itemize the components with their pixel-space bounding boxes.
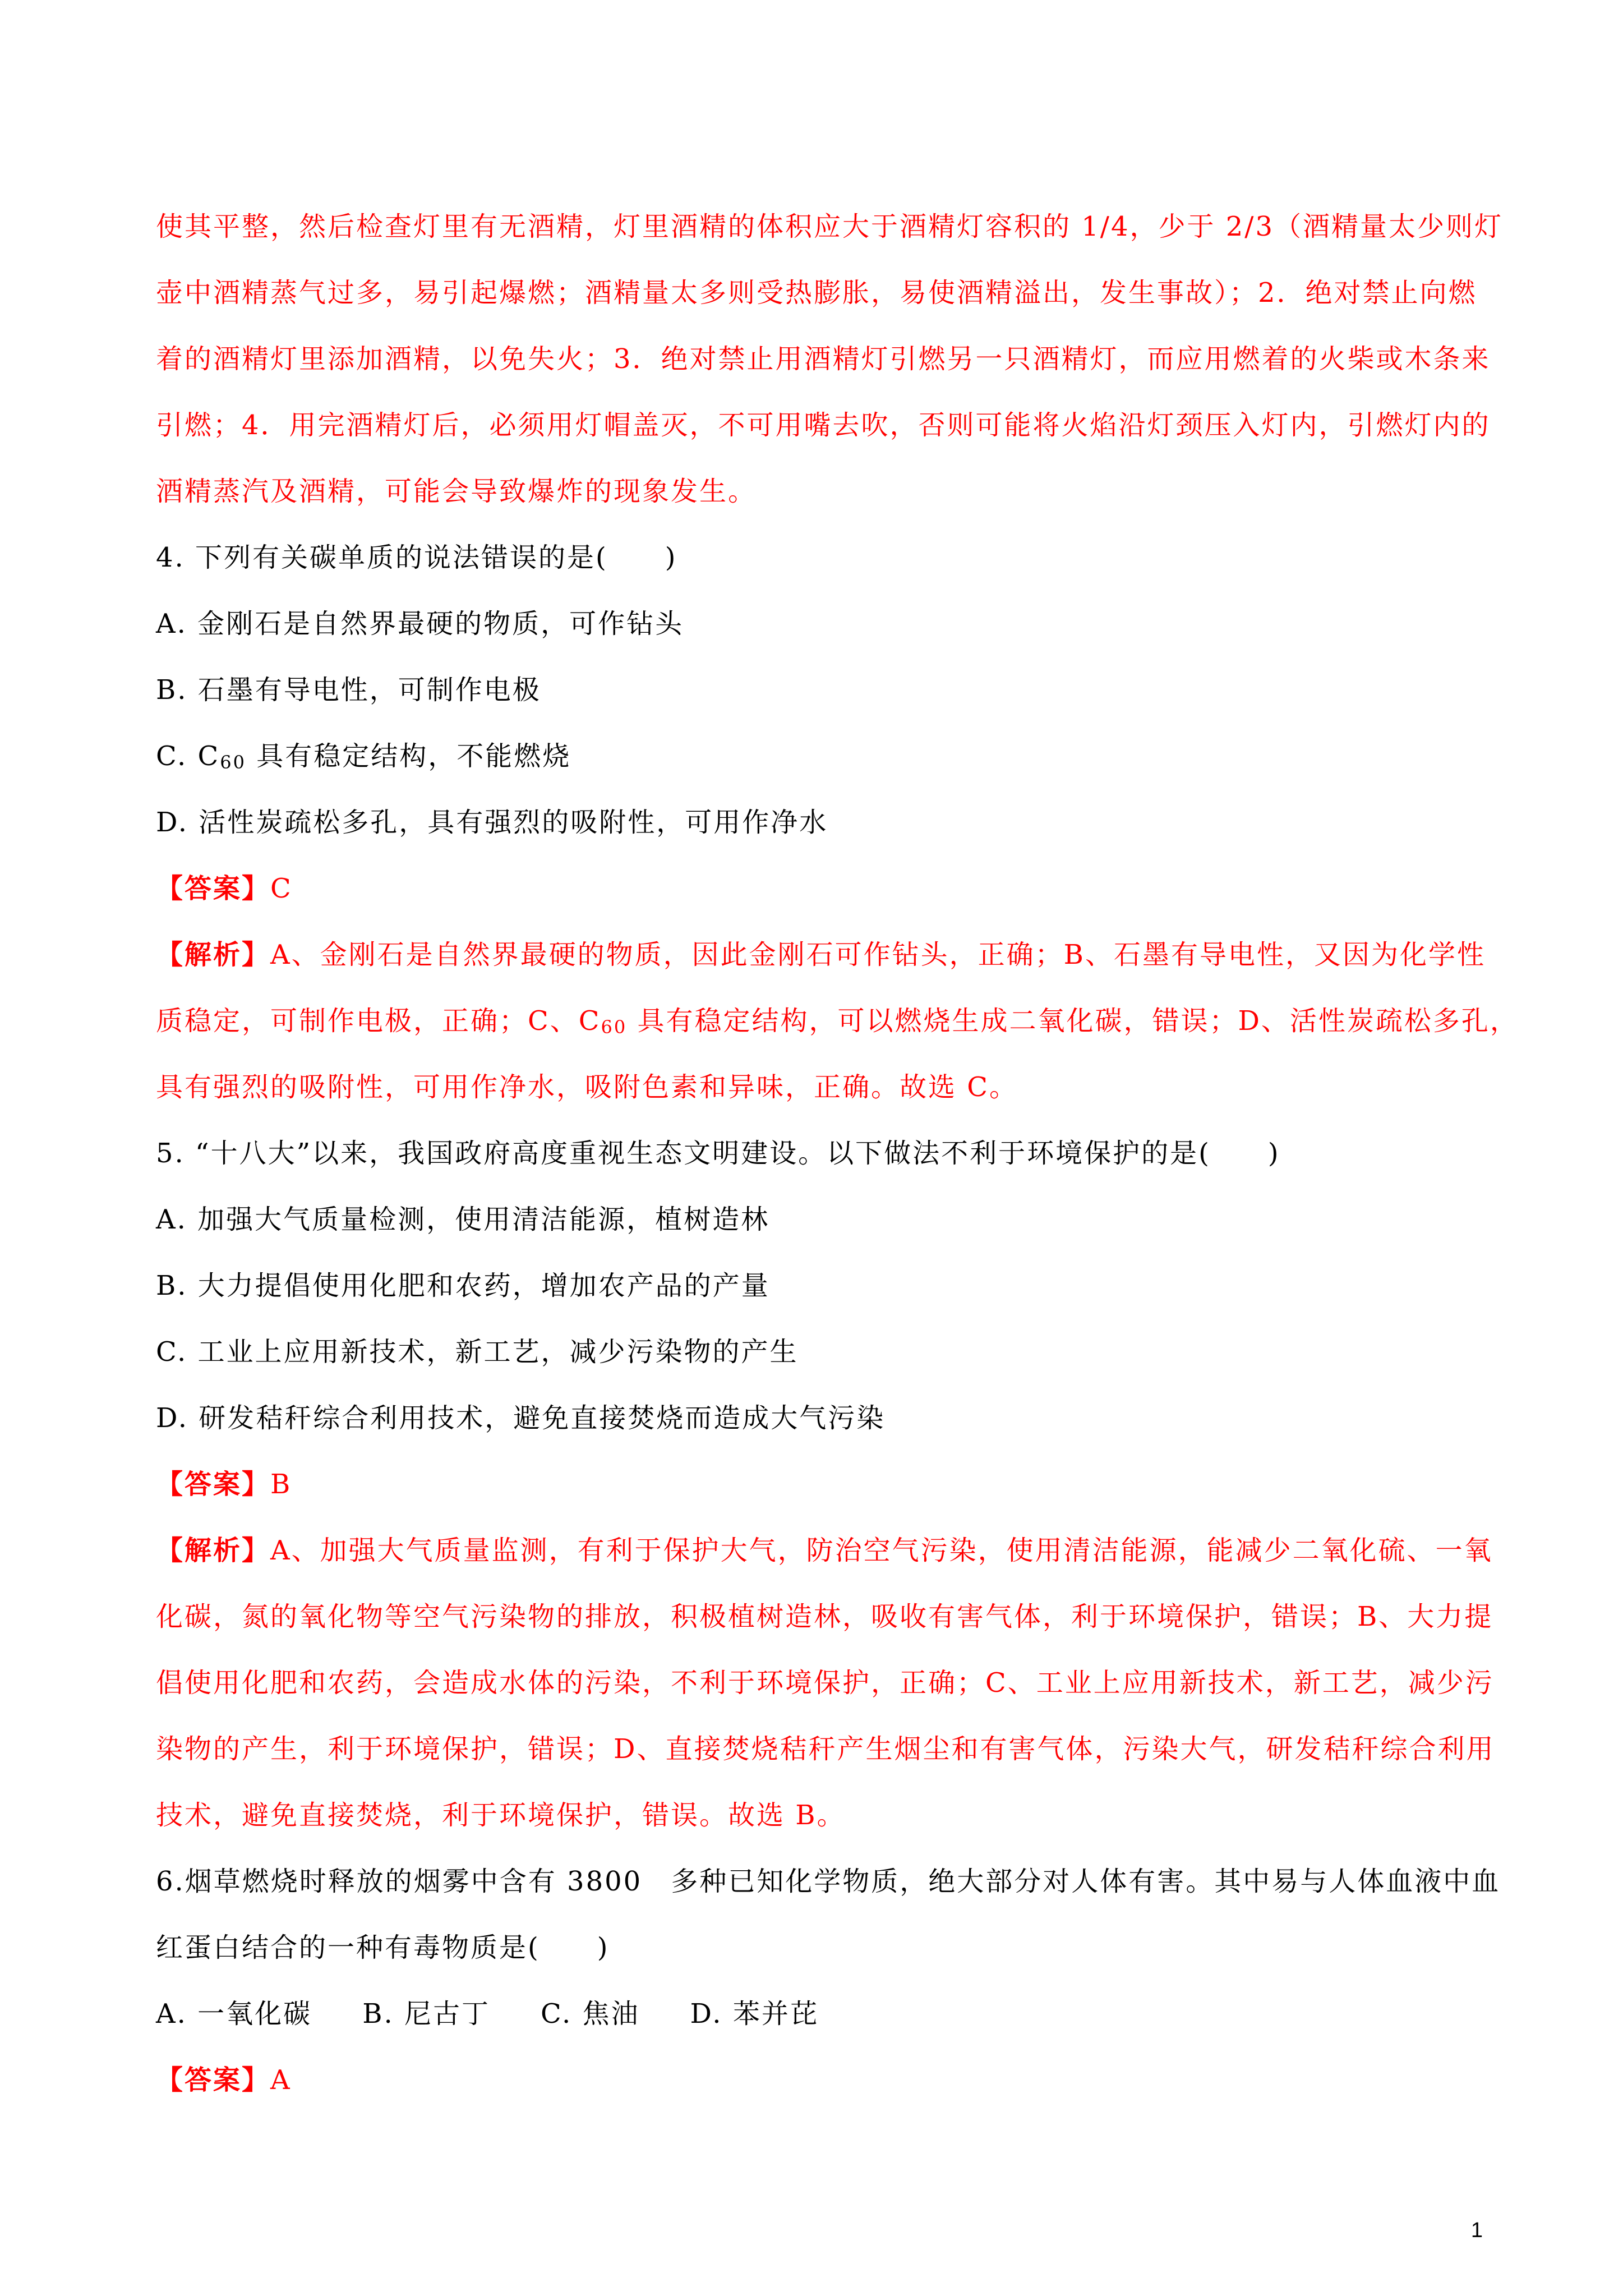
- q4-option-b: B. 石墨有导电性，可制作电极: [156, 674, 541, 706]
- analysis-text: A、金刚石是自然界最硬的物质，因此金刚石可作钻头，正确；B、石墨有导电性，又因为化学性: [270, 939, 1486, 970]
- answer-value: A: [270, 2064, 292, 2096]
- explanation-cont-line: 酒精蒸汽及酒精，可能会导致爆炸的现象发生。: [156, 476, 757, 507]
- analysis-tag: 【解析】: [156, 939, 271, 970]
- q6-option-c: C. 焦油: [540, 1998, 640, 2030]
- page-number: 1: [1470, 2219, 1483, 2242]
- explanation-cont-line: 壶中酒精蒸气过多，易引起爆燃；酒精量太多则受热膨胀，易使酒精溢出，发生事故）；2．绝对禁止向燃: [156, 277, 1477, 309]
- q4-option-c-subscript: 60: [220, 752, 246, 773]
- explanation-cont-line: 着的酒精灯里添加酒精，以免失火；3．绝对禁止用酒精灯引燃另一只酒精灯，而应用燃着的火柴或木条来: [156, 343, 1491, 375]
- q5-option-a: A. 加强大气质量检测，使用清洁能源，植树造林: [156, 1204, 770, 1235]
- q4-analysis-line: [156, 988, 1519, 1054]
- answer-tag: 【答案】: [156, 2064, 271, 2096]
- q6-options: [156, 1981, 1467, 2047]
- q4-option-d: D. 活性炭疏松多孔，具有强烈的吸附性，可用作净水: [156, 807, 828, 838]
- q5-option-b: B. 大力提倡使用化肥和农药，增加农产品的产量: [156, 1270, 770, 1301]
- explanation-cont-line: 使其平整，然后检查灯里有无酒精，灯里酒精的体积应大于酒精灯容积的 1/4，少于 2/3（酒精量太少则灯: [156, 211, 1504, 242]
- q5-analysis-line: [156, 1517, 1493, 1584]
- q5-analysis-line: 染物的产生，利于环境保护，错误；D、直接焚烧秸秆产生烟尘和有害气体，污染大气，研发秸秆综合利用: [156, 1733, 1495, 1765]
- answer-tag: 【答案】: [156, 1469, 271, 1500]
- q5-answer: [156, 1451, 1467, 1517]
- q4-stem: 4. 下列有关碳单质的说法错误的是( ): [156, 542, 677, 573]
- q5-analysis-line: 技术，避免直接焚烧，利于环境保护，错误。故选 B。: [156, 1800, 846, 1831]
- q4-analysis-line: [156, 922, 1486, 988]
- page-content: [156, 194, 1519, 2113]
- q5-option-c: C. 工业上应用新技术，新工艺，减少污染物的产生: [156, 1336, 799, 1368]
- q4-option-c: [156, 723, 1467, 789]
- q6-option-b: B. 尼古丁: [362, 1998, 490, 2030]
- q4-answer: [156, 855, 1467, 922]
- analysis-text: 质稳定，可制作电极，正确；C、C: [156, 1005, 601, 1037]
- q5-analysis-line: 倡使用化肥和农药，会造成水体的污染，不利于环境保护，正确；C、工业上应用新技术，新工艺，减少污: [156, 1667, 1494, 1699]
- answer-value: C: [270, 873, 293, 904]
- q5-option-d: D. 研发秸秆综合利用技术，避免直接焚烧而造成大气污染: [156, 1402, 886, 1434]
- q6-stem-line: 红蛋白结合的一种有毒物质是( ): [156, 1932, 610, 1963]
- q5-stem: 5. “十八大”以来，我国政府高度重视生态文明建设。以下做法不利于环境保护的是( ): [156, 1138, 1280, 1169]
- q4-analysis-line: 具有强烈的吸附性，可用作净水，吸附色素和异味，正确。故选 C。: [156, 1071, 1018, 1103]
- q6-option-d: D. 苯并芘: [690, 1998, 819, 2030]
- answer-value: B: [270, 1469, 292, 1500]
- q6-option-a: A. 一氧化碳: [156, 1998, 312, 2030]
- analysis-text: 具有稳定结构，可以燃烧生成二氧化碳，错误；D、活性炭疏松多孔，: [627, 1005, 1519, 1037]
- answer-tag: 【答案】: [156, 873, 271, 904]
- q6-answer: [156, 2047, 1467, 2113]
- analysis-text: A、加强大气质量监测，有利于保护大气，防治空气污染，使用清洁能源，能减少二氧化硫、一氧: [270, 1535, 1493, 1566]
- q4-option-c-prefix: C. C: [156, 740, 220, 772]
- q5-analysis-line: 化碳，氮的氧化物等空气污染物的排放，积极植树造林，吸收有害气体，利于环境保护，错误；B、大力提: [156, 1601, 1493, 1632]
- q4-option-a: A. 金刚石是自然界最硬的物质，可作钻头: [156, 608, 684, 639]
- explanation-cont-line: 引燃；4．用完酒精灯后，必须用灯帽盖灭，不可用嘴去吹，否则可能将火焰沿灯颈压入灯内，引燃灯内的: [156, 409, 1491, 441]
- analysis-tag: 【解析】: [156, 1535, 271, 1566]
- q4-option-c-suffix: 具有稳定结构，不能燃烧: [246, 740, 571, 772]
- q6-stem-line: 6.烟草燃烧时释放的烟雾中含有 3800 多种已知化学物质，绝大部分对人体有害。其中易与人体血液中血: [156, 1866, 1501, 1897]
- analysis-subscript: 60: [601, 1016, 628, 1038]
